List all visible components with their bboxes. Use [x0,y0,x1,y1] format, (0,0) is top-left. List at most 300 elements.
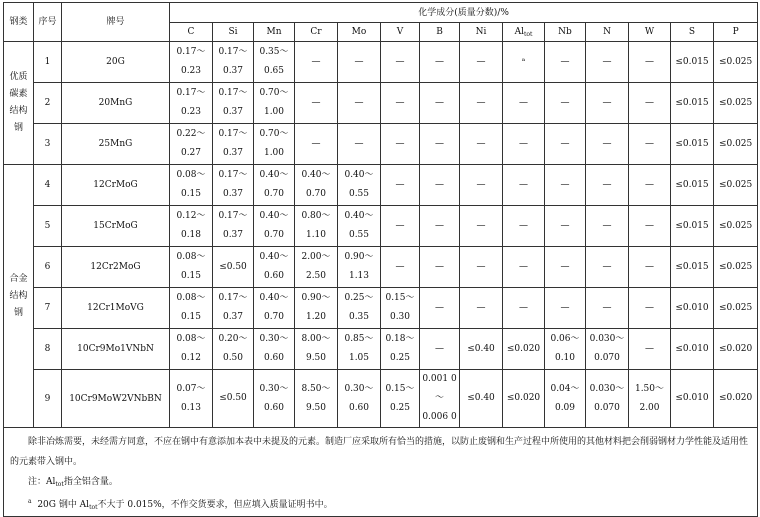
composition-cell [213,370,254,428]
header-grade: 牌号 [62,3,170,42]
composition-cell [460,206,503,247]
composition-cell [714,124,758,165]
composition-value: 0.15 [180,271,202,281]
composition-value: — [560,138,570,149]
composition-value: — [435,302,444,313]
composition-cell [170,329,213,370]
grade-cell: 12Cr1MoVG [62,288,170,329]
composition-value: 8.50～ [301,383,331,394]
composition-value: ≤0.50 [219,393,247,403]
composition-value: — [602,97,612,108]
composition-cell [671,124,714,165]
composition-value: 0.12 [180,353,202,363]
element-symbol: V [396,27,404,37]
element-symbol: Nb [558,27,572,37]
composition-value: — [476,179,486,190]
composition-cell [671,370,714,428]
composition-cell [671,288,714,329]
composition-value: — [435,261,444,272]
composition-cell [420,206,460,247]
composition-cell [629,370,671,428]
composition-cell [254,329,295,370]
element-header [420,23,460,42]
composition-value: 0.17～ [218,211,248,221]
composition-value: — [645,302,654,313]
composition-value: — [311,97,321,108]
steel-class-line: 合金 [9,273,28,284]
composition-cell [545,206,586,247]
composition-cell [714,288,758,329]
steel-class-cell [4,42,34,165]
composition-cell [545,165,586,206]
element-header [586,23,629,42]
composition-value: 0.40～ [344,170,374,180]
composition-cell [714,329,758,370]
composition-cell [714,42,758,83]
element-symbol: C [187,27,195,37]
composition-value: — [519,138,528,149]
composition-cell [338,165,381,206]
composition-value: ≤0.020 [506,343,541,354]
table-row [4,42,758,83]
composition-value: 0.23 [180,107,202,117]
composition-cell [420,124,460,165]
composition-cell [545,288,586,329]
seq-cell: 6 [34,247,62,288]
composition-value: 0.17～ [218,170,248,180]
composition-cell [460,124,503,165]
seq-cell: 9 [34,370,62,428]
composition-cell [381,206,420,247]
steel-class-line: 钢 [13,123,23,133]
composition-value: 0.55 [348,189,370,199]
composition-cell [629,247,671,288]
composition-cell [213,206,254,247]
table-row [4,83,758,124]
table-row [4,370,758,428]
composition-cell [586,83,629,124]
composition-value: 0.40～ [344,211,374,221]
composition-cell [545,42,586,83]
composition-cell [420,165,460,206]
element-header [381,23,420,42]
element-symbol: N [603,27,611,37]
composition-value: — [311,138,321,149]
composition-value: — [435,179,444,190]
composition-cell [586,124,629,165]
composition-value: — [519,261,528,272]
seq-cell: 3 [34,124,62,165]
composition-value: — [435,56,444,67]
composition-cell [213,124,254,165]
grade-cell: 12Cr2MoG [62,247,170,288]
table-body [4,42,758,428]
table-row [4,329,758,370]
composition-cell [254,165,295,206]
grade-cell: 12CrMoG [62,165,170,206]
element-symbol: Ni [475,27,487,37]
composition-cell [714,247,758,288]
composition-cell [338,124,381,165]
seq-cell: 7 [34,288,62,329]
composition-cell [254,288,295,329]
composition-cell [170,288,213,329]
composition-cell [545,370,586,428]
composition-value: 0.18～ [385,334,415,344]
composition-value: 0.85～ [344,334,374,344]
grade-cell: 20G [62,42,170,83]
composition-value: — [560,97,570,108]
composition-value: 0.90～ [344,252,374,262]
composition-cell [338,370,381,428]
composition-cell [213,288,254,329]
composition-value: — [395,220,405,231]
steel-class-line: 优质 [9,72,28,82]
composition-cell [629,83,671,124]
composition-cell [381,247,420,288]
composition-value: — [395,179,405,190]
composition-value: 1.50～ [634,383,665,394]
note-suffix: 指全铝含量。 [63,477,118,487]
composition-value: 0.70～ [259,88,289,98]
composition-cell [629,288,671,329]
composition-value: 0.37 [222,148,244,158]
composition-value: ≤0.010 [675,393,709,403]
composition-value: 0.25～ [344,293,374,303]
header-seq: 序号 [34,3,62,42]
composition-value: — [395,261,405,272]
composition-cell [381,124,420,165]
composition-cell [170,42,213,83]
element-header [503,23,545,42]
composition-value: ≤0.015 [675,220,709,231]
composition-value: 0.30～ [259,334,289,344]
composition-cell [420,288,460,329]
composition-cell [460,329,503,370]
composition-value: — [645,56,654,67]
composition-cell [460,370,503,428]
element-symbol: P [732,27,739,37]
composition-cell [338,288,381,329]
steel-class-cell [4,165,34,428]
composition-value: ≤0.025 [718,220,753,231]
composition-cell [503,370,545,428]
composition-value: 0.10 [554,353,576,363]
composition-value: — [645,179,654,190]
composition-cell [381,370,420,428]
composition-value: ≤0.025 [718,302,753,313]
composition-value: 0.37 [222,66,244,76]
composition-cell [460,247,503,288]
composition-cell [213,42,254,83]
table-row [4,288,758,329]
composition-cell [714,206,758,247]
composition-cell [420,42,460,83]
composition-cell [503,329,545,370]
element-symbol: B [436,27,443,37]
composition-cell [503,124,545,165]
composition-cell [503,206,545,247]
composition-cell [295,370,338,428]
composition-value: 2.00 [639,402,660,413]
composition-cell [295,83,338,124]
composition-cell [254,83,295,124]
composition-cell [503,165,545,206]
composition-cell [254,247,295,288]
composition-value: 0.15～ [385,383,415,394]
seq-cell: 5 [34,206,62,247]
composition-value: 0.27 [180,148,202,158]
composition-value: — [560,302,570,313]
composition-value: ≤0.020 [718,343,753,354]
composition-value: 0.37 [222,312,244,322]
composition-value: 0.70 [305,189,327,199]
notes-cell [4,428,758,517]
grade-cell: 15CrMoG [62,206,170,247]
element-symbol: Mo [351,27,367,37]
element-header [338,23,381,42]
composition-value: 0.001 0～ [422,374,457,403]
composition-value: — [645,343,654,354]
composition-value: — [435,343,444,354]
composition-cell [503,42,545,83]
composition-value: 0.13 [180,402,202,413]
composition-cell [714,83,758,124]
composition-value: 0.20～ [218,334,248,344]
composition-value: 0.37 [222,189,244,199]
composition-value: 0.70～ [259,129,289,139]
composition-value: ≤0.010 [675,343,709,354]
element-header [714,23,758,42]
composition-value: 0.07～ [176,383,206,394]
composition-value: — [519,179,528,190]
composition-value: 0.60 [348,402,370,413]
seq-cell: 8 [34,329,62,370]
composition-cell [295,247,338,288]
composition-value: — [560,220,570,231]
composition-cell [295,329,338,370]
composition-cell [213,247,254,288]
composition-cell [586,247,629,288]
composition-cell [460,288,503,329]
composition-value: 0.70 [263,189,285,199]
composition-cell [586,370,629,428]
composition-value: 1.00 [263,107,285,117]
composition-value: ≤0.015 [675,179,709,190]
composition-value: ≤0.40 [467,343,495,354]
composition-value: 0.22～ [176,129,206,139]
composition-cell [503,288,545,329]
composition-cell [295,165,338,206]
notes-paragraph: 除非冶炼需要，未经需方同意，不应在钢中有意添加本表中未提及的元素。制造厂应采取所有恰当的措施，以防止废钢和生产过程中所使用的其他材料把会削弱钢材力学性能及适用性的元素带入钢中。 [10,437,749,467]
element-header [213,23,254,42]
composition-value: 0.17～ [176,88,206,98]
grade-cell: 10Cr9MoW2VNbBN [62,370,170,428]
grade-cell: 25MnG [62,124,170,165]
composition-value: ≤0.50 [219,261,247,272]
seq-cell: 4 [34,165,62,206]
table-row [4,165,758,206]
composition-value: ≤0.015 [675,97,709,108]
composition-value: 0.30～ [344,383,374,394]
composition-cell [381,329,420,370]
composition-value: — [602,261,612,272]
composition-cell [381,165,420,206]
element-header [460,23,503,42]
element-header [671,23,714,42]
table-row [4,247,758,288]
composition-value: 0.25 [389,353,411,363]
composition-cell [586,329,629,370]
element-subscript: tot [523,31,533,38]
composition-cell [629,124,671,165]
header-steel-class: 钢类 [4,3,34,42]
composition-value: ≤0.015 [675,138,709,149]
composition-value: 0.17～ [176,47,206,57]
composition-value: 9.50 [305,353,327,363]
composition-cell [586,165,629,206]
notes-footnote [10,492,751,515]
composition-cell [629,329,671,370]
composition-cell [460,42,503,83]
composition-cell [254,370,295,428]
steel-class-line: 碳素 [9,89,28,99]
composition-cell [629,42,671,83]
composition-value: — [476,302,486,313]
footnote-mark: a [28,498,32,505]
composition-value: 0.60 [263,271,285,281]
composition-value: 9.50 [305,402,327,413]
composition-value: 0.40～ [259,211,289,221]
footnote-sub: tot [89,504,98,511]
composition-value: 0.12～ [176,211,206,221]
composition-cell [381,83,420,124]
composition-value: — [519,220,528,231]
composition-value: ≤0.025 [718,261,753,272]
composition-cell [586,42,629,83]
element-header [254,23,295,42]
composition-value: — [354,97,364,108]
composition-cell [420,247,460,288]
chemical-composition-table [3,2,758,517]
composition-cell [338,206,381,247]
composition-value: 0.17～ [218,129,248,139]
composition-value: 0.04～ [550,383,580,394]
element-symbol: Mn [266,27,282,37]
composition-value: 0.37 [222,107,244,117]
composition-value: — [519,97,528,108]
composition-value: 0.06～ [550,334,580,344]
composition-value: 0.70 [263,312,285,322]
composition-value: 1.20 [305,312,327,322]
composition-value: 0.80～ [301,211,331,221]
steel-class-line: 钢 [13,307,23,318]
composition-value: ≤0.020 [718,393,753,403]
composition-value: 0.15～ [385,293,415,303]
composition-cell [170,83,213,124]
composition-value: — [602,302,612,313]
composition-value: 0.40～ [259,252,289,262]
element-symbol: W [644,27,655,37]
composition-value: — [476,261,486,272]
footnote-prefix: 20G 钢中 Al [37,500,90,510]
composition-cell [213,329,254,370]
composition-value: — [476,138,486,149]
composition-value: ≤0.40 [467,393,495,403]
composition-value: ≤0.020 [506,393,541,403]
composition-value: — [645,97,654,108]
composition-value: 0.030～ [589,383,625,394]
composition-value: 1.10 [305,230,327,240]
footnote-suffix: 不大于 0.015%，不作交货要求，但应填入质量证明书中。 [97,500,333,510]
composition-value: 0.40～ [301,170,331,180]
seq-cell: 1 [34,42,62,83]
notes-note [10,472,751,492]
steel-class-line: 结构 [9,290,28,301]
composition-cell [213,83,254,124]
composition-value: 0.08～ [176,252,206,262]
composition-value: — [602,56,612,67]
composition-value: 0.50 [222,353,244,363]
composition-value: — [395,97,405,108]
composition-cell [420,370,460,428]
composition-value: — [560,179,570,190]
composition-value: 0.15 [180,189,202,199]
composition-value: 0.17～ [218,293,248,303]
composition-value: 0.070 [594,402,620,413]
element-header [170,23,213,42]
composition-value: ≤0.010 [675,302,709,313]
composition-value: 0.40～ [259,293,289,303]
element-symbol: S [688,27,696,37]
composition-cell [503,247,545,288]
composition-value: — [602,220,612,231]
composition-value: 0.18 [180,230,202,240]
composition-value: 0.90～ [301,293,331,303]
composition-cell [170,370,213,428]
composition-value: 8.00～ [301,334,331,344]
composition-value: 1.13 [348,271,370,281]
composition-value: — [435,220,444,231]
composition-value: — [560,261,570,272]
composition-value: 2.00～ [301,252,331,262]
steel-class-line: 结构 [9,106,28,116]
composition-cell [545,247,586,288]
composition-value: 0.070 [594,353,620,363]
composition-value: — [645,220,654,231]
composition-value: 0.35～ [259,47,289,57]
composition-value: — [354,138,364,149]
composition-value: — [645,261,654,272]
composition-cell [460,83,503,124]
note-prefix: 注：Al [28,477,56,487]
composition-cell [295,42,338,83]
grade-cell: 10Cr9Mo1VNbN [62,329,170,370]
composition-cell [714,370,758,428]
composition-cell [338,329,381,370]
composition-cell [671,247,714,288]
composition-cell [671,83,714,124]
note-sub: tot [55,481,64,488]
composition-value: 0.08～ [176,293,206,303]
element-header [629,23,671,42]
composition-cell [170,165,213,206]
composition-value: 1.05 [348,353,370,363]
composition-cell [671,206,714,247]
composition-cell [503,83,545,124]
composition-value: — [476,220,486,231]
composition-value: 0.35 [348,312,370,322]
